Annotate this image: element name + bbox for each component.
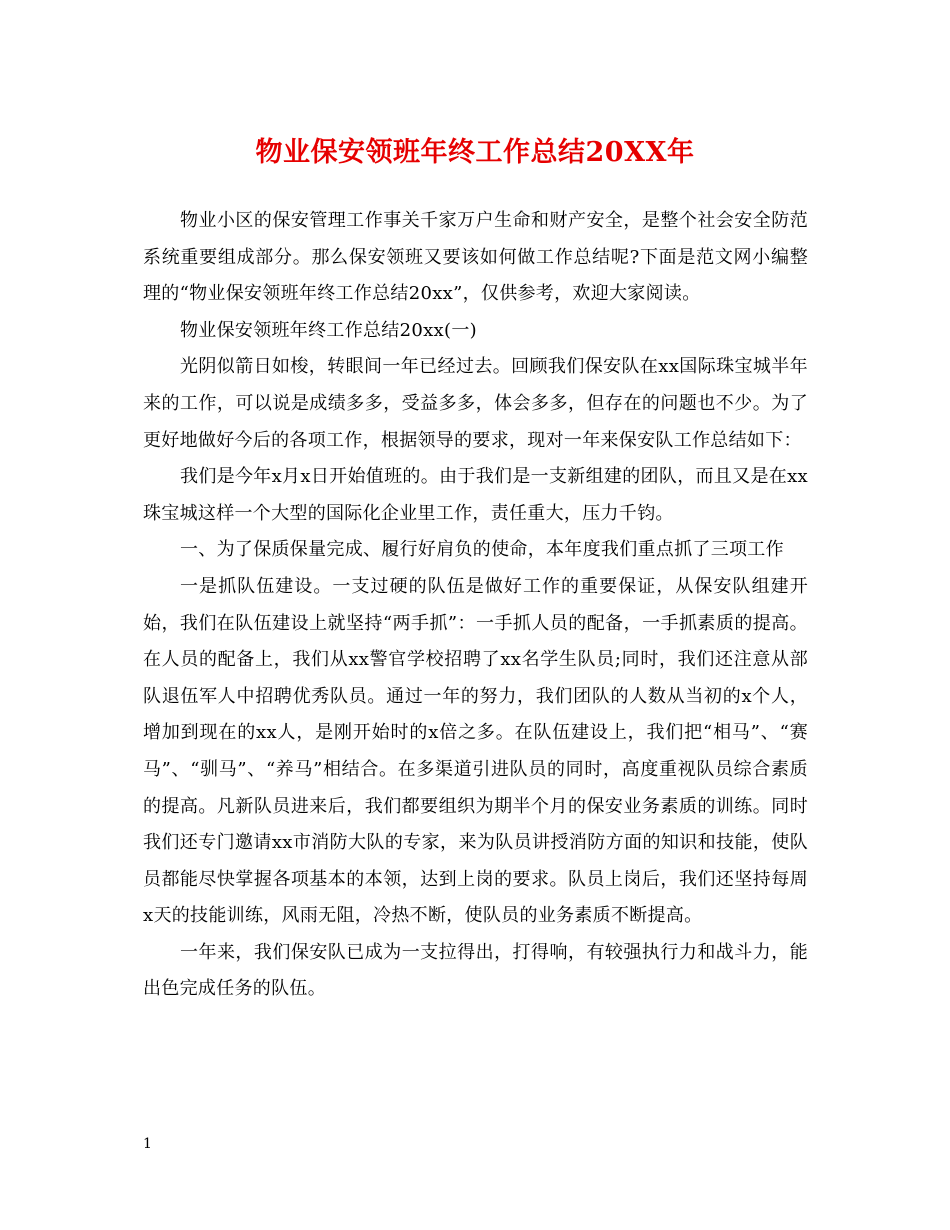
document-body	[143, 203, 808, 1008]
paragraph-section-heading: 一、为了保质保量完成、履行好肩负的使命，本年度我们重点抓了三项工作	[180, 539, 784, 561]
paragraph-subtitle: 物业保安领班年终工作总结20xx(一)	[180, 319, 477, 341]
paragraph-intro: 物业小区的保安管理工作事关千家万户生命和财产安全，是整个社会安全防范系统重要组成部分。那么保安领班又要该如何做工作总结呢?下面是范文网小编整理的“物业保安领班年终工作总结20xx”，仅供参考，欢迎大家阅读。	[143, 210, 808, 305]
paragraph-start-duty: 我们是今年x月x日开始值班的。由于我们是一支新组建的团队，而且又是在xx珠宝城这样一个大型的国际化企业里工作，责任重大，压力千钧。	[143, 466, 808, 524]
document-title: 物业保安领班年终工作总结20XX年	[255, 137, 695, 168]
paragraph-team-building: 一是抓队伍建设。一支过硬的队伍是做好工作的重要保证，从保安队组建开始，我们在队伍建设上就坚持“两手抓”：一手抓人员的配备，一手抓素质的提高。在人员的配备上，我们从xx警官学校招聘了xx名学生队员;同时，我们还注意从部队退伍军人中招聘优秀队员。通过一年的努力，我们团队的人数从当初的x个人，增加到现在的xx人，是刚开始时的x倍之多。在队伍建设上，我们把“相马”、“赛马”、“驯马”、“养马”相结合。在多渠道引进队员的同时，高度重视队员综合素质的提高。凡新队员进来后，我们都要组织为期半个月的保安业务素质的训练。同时我们还专门邀请xx市消防大队的专家，来为队员讲授消防方面的知识和技能，使队员都能尽快掌握各项基本的本领，达到上岗的要求。队员上岗后，我们还坚持每周x天的技能训练，风雨无阻，冷热不断，使队员的业务素质不断提高。	[143, 575, 808, 927]
page-number: 1	[143, 1136, 152, 1152]
paragraph-conclusion: 一年来，我们保安队已成为一支拉得出，打得响，有较强执行力和战斗力，能出色完成任务的队伍。	[143, 941, 808, 1000]
paragraph-review: 光阴似箭日如梭，转眼间一年已经过去。回顾我们保安队在xx国际珠宝城半年来的工作，可以说是成绩多多，受益多多，体会多多，但存在的问题也不少。为了更好地做好今后的各项工作，根据领导的要求，现对一年来保安队工作总结如下：	[143, 356, 808, 451]
